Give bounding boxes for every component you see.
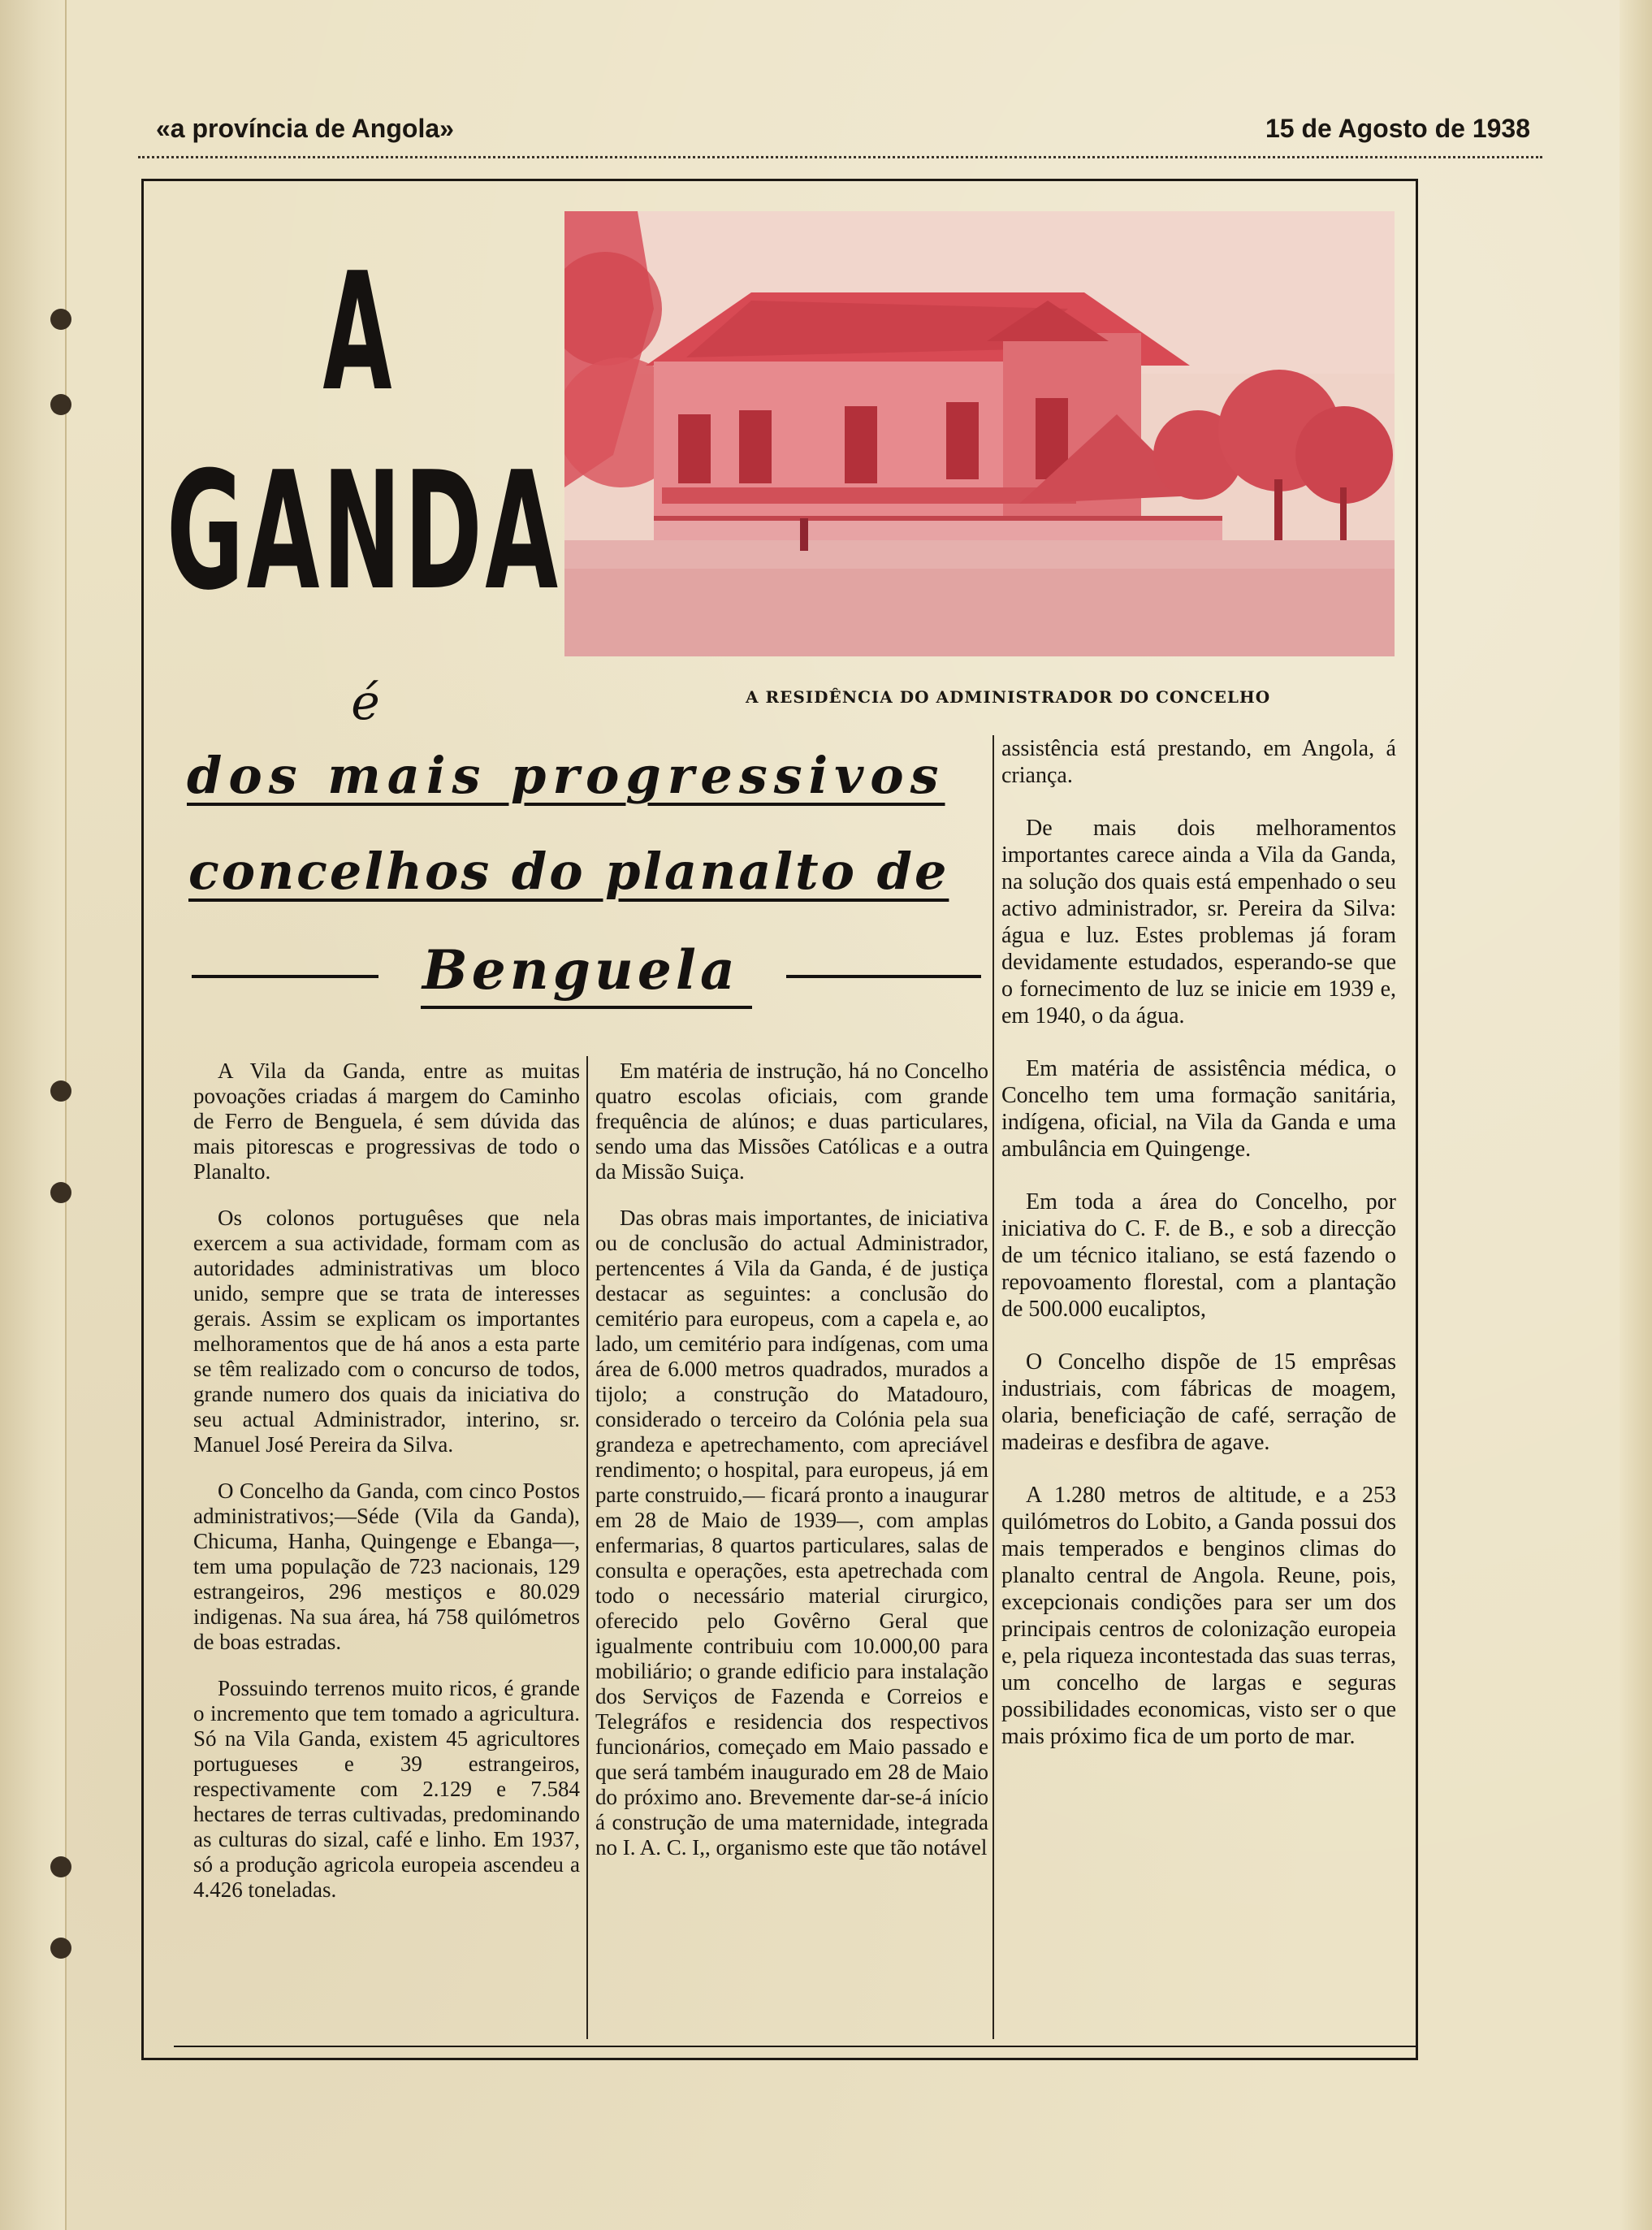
subheadline-line-3: Benguela bbox=[422, 938, 739, 1002]
subheadline-line-2: concelhos do planalto de bbox=[188, 842, 949, 901]
paragraph: Em matéria de instrução, há no Concelho quatro escolas oficiais, com grande frequência de alúnos; e duas particulares, sendo uma das Missões Católicas e a outra da Missão Suiça. bbox=[595, 1059, 988, 1184]
paragraph: Possuindo terrenos muito ricos, é grande o incremento que tem tomado a agricultura. Só na Vila Ganda, existem 45 agricultores portugueses e 39 estrangeiros, respectivamente com 2.129 e 7.584 hectares de terras cultivadas, predominando as culturas do sizal, café e linho. Em 1937, só a produção agricola europeia ascendeu a 4.426 toneladas. bbox=[193, 1676, 580, 1902]
paragraph: De mais dois melhoramentos importantes carece ainda a Vila da Ganda, na solução dos quais está empenhado o seu activo administrador, sr. Pereira da Silva: água e luz. Estes problemas já foram devidamente estudados, esperando-se que o fornecimento de luz se inicie em 1939 e, em 1940, o da água. bbox=[1001, 816, 1396, 1028]
bottom-rule bbox=[174, 2046, 1418, 2047]
headline-e: é bbox=[351, 674, 380, 731]
paragraph: A 1.280 metros de altitude, e a 253 quilómetros do Lobito, a Ganda possui dos mais temperados e benginos climas do planalto central de Angola. Reune, pois, excepcionais condições para ser um dos principais centros de colonização europeia e, pela riqueza incontestada das suas terras, um concelho de largas e seguras possibilidades economicas, visto ser o que mais próximo fica de um porto de mar. bbox=[1001, 1483, 1396, 1749]
page-edge bbox=[1620, 0, 1652, 2230]
headline-ganda: GANDA bbox=[166, 437, 561, 626]
paragraph: assistência está prestando, em Angola, á criança. bbox=[1001, 736, 1396, 788]
binding-hole bbox=[50, 1080, 71, 1102]
paragraph: O Concelho dispõe de 15 emprêsas industriais, com fábricas de moagem, olaria, beneficiação de café, serração de madeiras e desfibra de agave. bbox=[1001, 1349, 1396, 1455]
article-column-2 bbox=[595, 1059, 988, 1881]
paragraph: Em matéria de assistência médica, o Concelho tem uma formação sanitária, indígena, oficial, na Vila da Ganda e uma ambulância em Quingenge. bbox=[1001, 1056, 1396, 1162]
article-column-3 bbox=[1001, 735, 1396, 1776]
benguela-underline bbox=[421, 1006, 752, 1009]
binding-hole bbox=[50, 1856, 71, 1877]
issue-date: 15 de Agosto de 1938 bbox=[1265, 114, 1530, 143]
running-header bbox=[138, 114, 1530, 162]
article-column-1 bbox=[193, 1059, 580, 1924]
binding-spine bbox=[0, 0, 67, 2230]
residence-illustration bbox=[564, 211, 1395, 656]
residence-photo bbox=[564, 211, 1395, 656]
decorative-dash-right bbox=[786, 975, 981, 978]
binding-hole bbox=[50, 1182, 71, 1203]
paragraph: Em toda a área do Concelho, por iniciativa do C. F. de B., e sob a direcção de um técnico italiano, se está fazendo o repovoamento florestal, com a plantação de 500.000 eucaliptos, bbox=[1001, 1189, 1396, 1322]
paragraph: A Vila da Ganda, entre as muitas povoações criadas á margem do Caminho de Ferro de Benguela, é sem dúvida das mais pitorescas e progressivas de todo o Planalto. bbox=[193, 1059, 580, 1184]
binding-hole bbox=[50, 1938, 71, 1959]
column-divider bbox=[586, 1056, 588, 2039]
binding-hole bbox=[50, 394, 71, 415]
paragraph: Das obras mais importantes, de iniciativa ou de conclusão do actual Administrador, pertencentes á Vila da Ganda, é de justiça destacar as seguintes: a conclusão do cemitério para europeus, com a capela e, ao lado, um cemitério para indígenas, com uma área de 6.000 metros quadrados, murados a tijolo; a construção do Matadouro, considerado o terceiro da Colónia pela sua grandeza e apetrechamento, com apreciável rendimento; o hospital, para europeus, já em parte construido,— ficará pronto a inaugurar em 28 de Maio de 1939—, com amplas enfermarias, 8 quartos particulares, salas de consulta e operações, esta apetrechada com todo o necessário material cirurgico, oferecido pelo Govêrno Geral que igualmente contribuiu com 10.000,00 para mobiliário; o grande edificio para instalação dos Serviços de Fazenda e Correios e Telegráfos e residencia dos respectivos funcionários, começado em Maio passado e que será também inaugurado em 28 de Maio do próximo ano. Brevemente dar-se-á início á construção de uma maternidade, integrada no I. A. C. I,, organismo este que tão notável bbox=[595, 1206, 988, 1860]
publication-name: «a província de Angola» bbox=[156, 114, 454, 143]
photo-caption: A RESIDÊNCIA DO ADMINISTRADOR DO CONCELHO bbox=[746, 687, 1271, 707]
paragraph: O Concelho da Ganda, com cinco Postos administrativos;—Séde (Vila da Ganda), Chicuma, Hanha, Quingenge e Ebanga—, tem uma população de 723 nacionais, 129 estrangeiros, 296 mestiços e 80.029 indigenas. Na sua área, há 758 quilómetros de boas estradas. bbox=[193, 1479, 580, 1654]
header-rule bbox=[138, 156, 1542, 158]
decorative-dash-left bbox=[192, 975, 378, 978]
headline-letter-a: A bbox=[322, 238, 392, 427]
paragraph: Os colonos portuguêses que nela exercem a sua actividade, formam com as autoridades administrativas um bloco unido, sempre que se trata de interesses gerais. Assim se explicam os importantes melhoramentos que de há anos a esta parte se têm realizado com o concurso de todos, grande numero dos quais da iniciativa do seu actual Administrador, interino, sr. Manuel José Pereira da Silva. bbox=[193, 1206, 580, 1457]
subheadline-line-1: dos mais progressivos bbox=[187, 746, 945, 805]
column-divider bbox=[992, 735, 994, 2039]
binding-hole bbox=[50, 309, 71, 330]
